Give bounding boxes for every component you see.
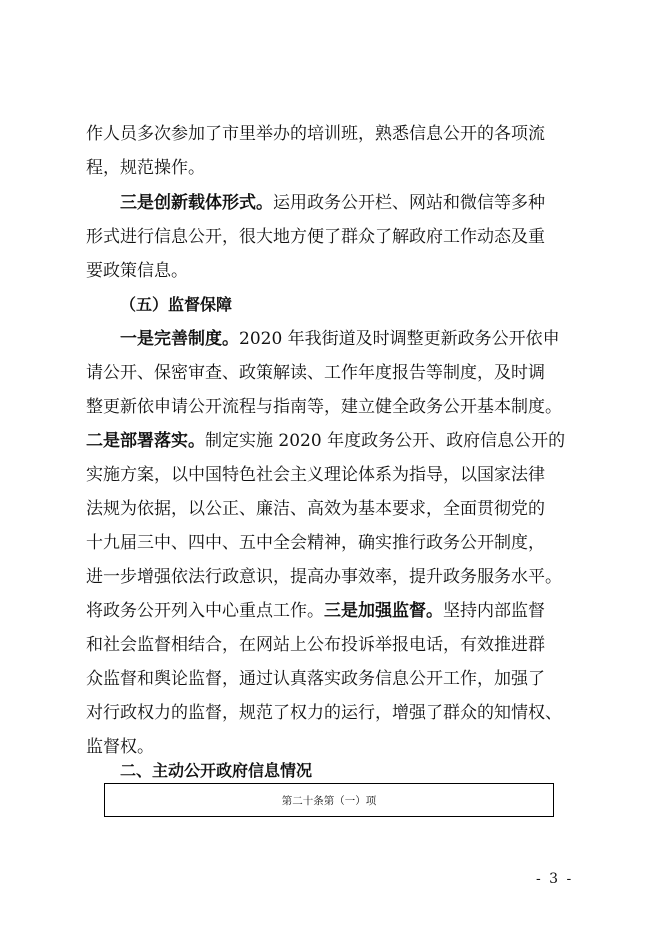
paragraph-line: 众监督和舆论监督，通过认真落实政务信息公开工作，加强了 — [86, 669, 545, 689]
paragraph-line: 十九届三中、四中、五中全会精神，确实推行政务公开制度， — [86, 533, 545, 553]
paragraph-line: 监督权。 — [86, 737, 154, 757]
body-text: 制定实施 2020 年度政务公开、政府信息公开的 — [205, 431, 566, 451]
paragraph-line: 进一步增强依法行政意识，提高办事效率，提升政务服务水平。 — [86, 567, 562, 587]
paragraph-line: 作人员多次参加了市里举办的培训班，熟悉信息公开的各项流 — [86, 124, 545, 144]
emphasis-text: 一是完善制度。 — [120, 329, 239, 349]
emphasis-text: 三是加强监督。 — [324, 601, 443, 621]
paragraph-line: 对行政权力的监督，规范了权力的运行，增强了群众的知情权、 — [86, 703, 562, 723]
paragraph-line: 和社会监督相结合，在网站上公布投诉举报电话，有效推进群 — [86, 635, 545, 655]
paragraph-line: 形式进行信息公开，很大地方便了群众了解政府工作动态及重 — [86, 227, 545, 247]
body-text: 将政务公开列入中心重点工作。 — [86, 601, 324, 621]
section-heading: 二、主动公开政府信息情况 — [120, 761, 313, 780]
paragraph-line: 实施方案，以中国特色社会主义理论体系为指导，以国家法律 — [86, 465, 545, 485]
paragraph-line: 程，规范操作。 — [86, 158, 205, 178]
paragraph-line: 法规为依据，以公正、廉洁、高效为基本要求，全面贯彻党的 — [86, 499, 545, 519]
paragraph-line: 要政策信息。 — [86, 261, 188, 281]
paragraph-line — [120, 329, 560, 349]
page-number: - 3 - — [536, 871, 574, 887]
paragraph-line — [86, 431, 565, 451]
emphasis-text: 二是部署落实。 — [86, 431, 205, 451]
paragraph-line: 整更新依申请公开流程与指南等，建立健全政务公开基本制度。 — [86, 397, 562, 417]
body-text: 2020 年我街道及时调整更新政务公开依申 — [239, 329, 560, 349]
body-text: 运用政务公开栏、网站和微信等多种 — [273, 193, 545, 213]
emphasis-text: 三是创新载体形式。 — [120, 193, 273, 213]
table-header-cell: 第二十条第（一）项 — [104, 783, 554, 817]
body-text: 坚持内部监督 — [443, 601, 545, 621]
section-heading: （五）监督保障 — [120, 295, 233, 314]
paragraph-line — [86, 601, 545, 621]
paragraph-line: 请公开、保密审查、政策解读、工作年度报告等制度，及时调 — [86, 363, 545, 383]
paragraph-line — [120, 193, 545, 213]
